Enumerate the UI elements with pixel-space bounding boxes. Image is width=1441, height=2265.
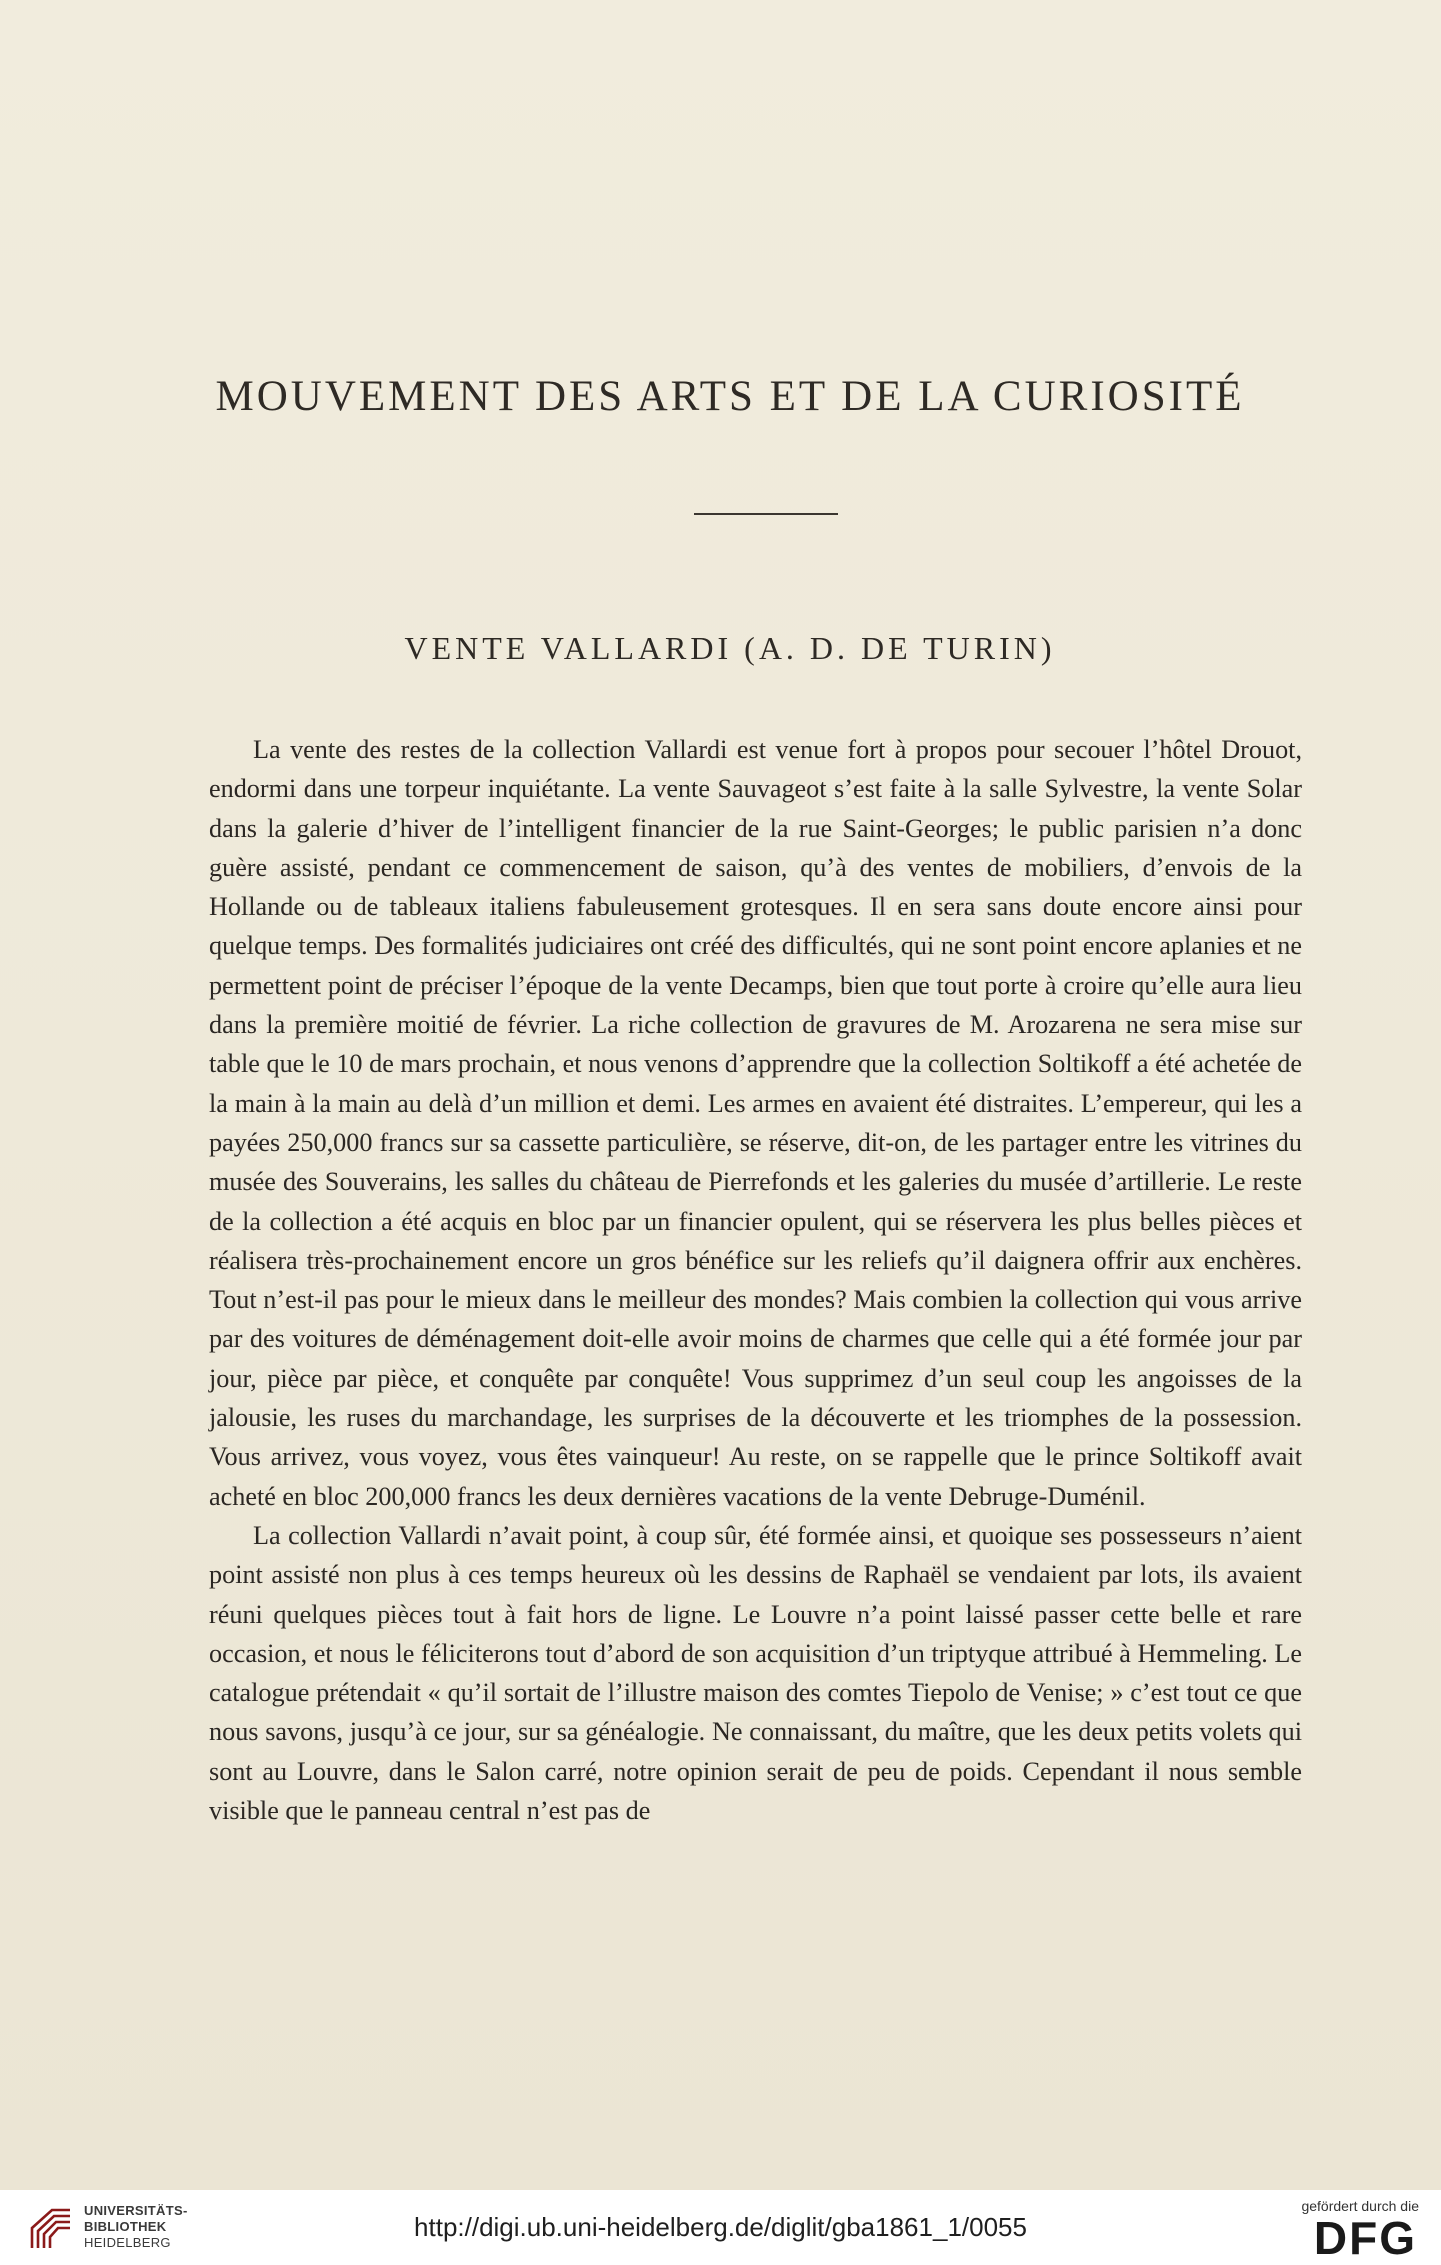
viewer-footer (0, 2190, 1441, 2265)
library-name-line-3: HEIDELBERG (84, 2235, 171, 2250)
paragraph-2: La collection Vallardi n’avait point, à coup sûr, été formée ainsi, et quoique ses possesseurs n’aient point assisté non plus à ces temps heureux où les dessins de Raphaël se vendaient par lots, ils avaient réuni quelques pièces tout à fait hors de ligne. Le Louvre n’a point laissé passer cette belle et rare occasion, et nous le féliciterons tout d’abord de son acquisition d’un triptyque attribué à Hemmeling. Le catalogue prétendait « qu’il sortait de l’illustre maison des comtes Tiepolo de Venise; » c’est tout ce que nous savons, jusqu’à ce jour, sur sa généalogie. Ne connaissant, du maître, que les deux petits volets qui sont au Louvre, dans le Salon carré, notre opinion serait de peu de poids. Cependant il nous semble visible que le panneau central n’est pas de (209, 1520, 1302, 1826)
article-body (209, 730, 1302, 1830)
library-name-line-2: BIBLIOTHEK (84, 2219, 167, 2234)
dfg-logo-icon (1295, 2216, 1419, 2258)
sponsor-label: gefördert durch die (1301, 2198, 1419, 2214)
article-subheading: VENTE VALLARDI (A. D. DE TURIN) (404, 630, 1056, 666)
library-name-line-1: UNIVERSITÄTS- (84, 2203, 188, 2218)
article-headline: MOUVEMENT DES ARTS ET DE LA CURIOSITÉ (215, 373, 1245, 420)
dfg-logo-text: DFG (1313, 2216, 1417, 2258)
sponsor-block[interactable] (1259, 2198, 1419, 2258)
permalink-url[interactable]: http://digi.ub.uni-heidelberg.de/diglit/gba1861_1/0055 (414, 2212, 1027, 2242)
paragraph-1: La vente des restes de la collection Vallardi est venue fort à propos pour secouer l’hôtel Drouot, endormi dans une torpeur inquiétante. La vente Sauvageot s’est faite à la salle Sylvestre, la vente Solar dans la galerie d’hiver de l’intelligent financier de la rue Saint-Georges; le public parisien n’a donc guère assisté, pendant ce commencement de saison, qu’à des ventes de mobiliers, d’envois de la Hollande ou de tableaux italiens fabuleusement grotesques. Il en sera sans doute encore ainsi pour quelque temps. Des formalités judiciaires ont créé des difficultés, qui ne sont point encore aplanies et ne permettent point de préciser l’époque de la vente Decamps, bien que tout porte à croire qu’elle aura lieu dans la première moitié de février. La riche collection de gravures de M. Arozarena ne sera mise sur table que le 10 de mars prochain, et nous venons d’apprendre que la collection Soltikoff a été achetée de la main à la main au delà d’un million et demi. Les armes en avaient été distraites. L’empereur, qui les a payées 250,000 francs sur sa cassette particulière, se réserve, dit-on, de les partager entre les vitrines du musée des Souverains, les salles du château de Pierrefonds et les galeries du musée d’artillerie. Le reste de la collection a été acquis en bloc par un financier opulent, qui se réservera les plus belles pièces et réalisera très-prochainement encore un gros bénéfice sur les reliefs qu’il daignera offrir aux enchères. Tout n’est-il pas pour le mieux dans le meilleur des mondes? Mais combien la collection qui vous arrive par des voitures de déménagement doit-elle avoir moins de charmes que celle qui a été formée jour par jour, pièce par pièce, et conquête par conquête! Vous supprimez d’un seul coup les angoisses de la jalousie, les ruses du marchandage, les surprises de la découverte et les triomphes de la possession. Vous arrivez, vous voyez, vous êtes vainqueur! Au reste, on se rappelle que le prince Soltikoff avait acheté en bloc 200,000 francs les deux dernières vacations de la vente Debruge-Duménil. (209, 735, 1302, 1511)
divider-rule (694, 513, 838, 515)
